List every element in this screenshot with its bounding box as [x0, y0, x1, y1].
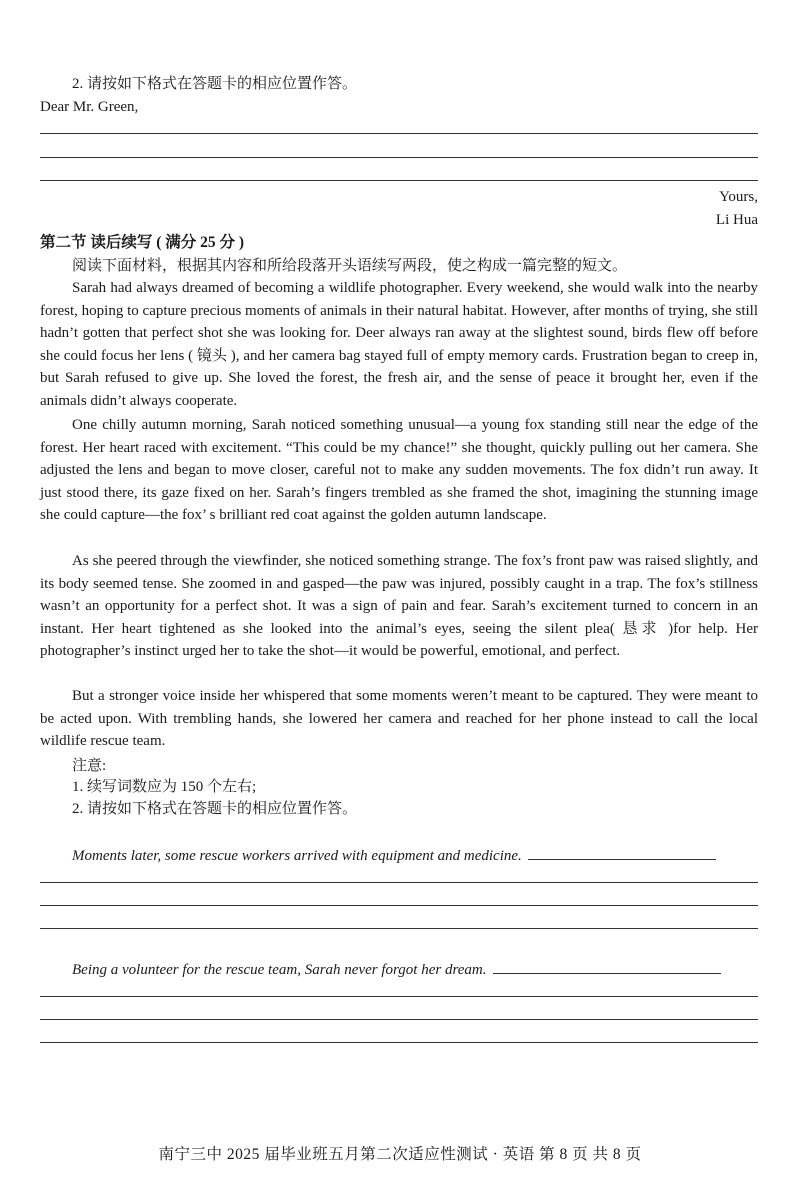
- prompt-text: Being a volunteer for the rescue team, Sarah never forgot her dream.: [72, 962, 487, 978]
- note-item: 1. 续写词数应为 150 个左右;: [72, 779, 257, 795]
- story-paragraph: As she peered through the viewfinder, she noticed something strange. The fox’s front paw was raised slightly, and its body seemed tense. She zoomed in and gasped—the paw was injured, possibly caught in a trap. The fox’s stillness wasn’t an opportunity for a perfect shot. It was a sign of pain and fear. Sarah’s excitement turned to concern in an instant. Her heart tightened as she looked into the animal’s eyes, seeing the silent plea( 恳求 )for help. Her photographer’s instinct urged her to take the shot—it would be powerful, emotional, and perfect.: [40, 553, 758, 660]
- note-title: 注意:: [72, 758, 107, 774]
- answer-line: [40, 157, 758, 158]
- answer-line: [40, 882, 758, 883]
- letter-greeting: Dear Mr. Green,: [40, 99, 139, 115]
- story-paragraph: Sarah had always dreamed of becoming a wildlife photographer. Every weekend, she would walk into the nearby forest, hoping to capture precious moments of animals in their natural habitat. However, after months of trying, she still hadn’t gotten that perfect shot she was looking for. Deer always ran away at the slightest sound, birds flew off before she could focus her lens ( 镜头 ), and her camera bag stayed full of empty memory cards. Frustration began to creep in, but Sarah refused to give up. She loved the forest, the fresh air, and the sense of peace it brought her, even if the animals didn’t always cooperate.: [40, 280, 758, 409]
- answer-line: [40, 928, 758, 929]
- answer-line: [40, 180, 758, 181]
- section-intro: 阅读下面材料，根据其内容和所给段落开头语续写两段，使之构成一篇完整的短文。: [72, 258, 628, 274]
- answer-line: [40, 1019, 758, 1020]
- letter-signature: Li Hua: [715, 212, 758, 228]
- letter-closing: Yours,: [719, 189, 758, 205]
- answer-line: [40, 905, 758, 906]
- story-paragraph: One chilly autumn morning, Sarah noticed something unusual—a young fox standing still near the edge of the forest. Her heart raced with excitement. “This could be my chance!” she thought, quickly pulling out her camera. She adjusted the lens and began to move closer, careful not to make any sudden movements. The fox didn’t run away. It just stood there, its gaze fixed on her. Sarah’s fingers trembled as she framed the shot, imagining the stunning image she could capture—the fox’ s brilliant red coat against the golden autumn landscape.: [40, 417, 758, 524]
- blank-line: [528, 845, 716, 860]
- answer-line: [40, 133, 758, 134]
- section-heading: 第二节 读后续写 ( 满分 25 分 ): [40, 234, 245, 251]
- answer-line: [40, 1042, 758, 1043]
- instruction-format: 2. 请按如下格式在答题卡的相应位置作答。: [72, 76, 358, 92]
- page-footer: 南宁三中 2025 届毕业班五月第二次适应性测试 · 英语 第 8 页 共 8 页: [158, 1146, 642, 1163]
- answer-line: [40, 996, 758, 997]
- prompt-text: Moments later, some rescue workers arrived with equipment and medicine.: [72, 848, 522, 864]
- continuation-prompt: [72, 845, 716, 866]
- blank-line: [493, 959, 721, 974]
- continuation-prompt: [72, 959, 721, 980]
- story-paragraph: But a stronger voice inside her whispered that some moments weren’t meant to be captured. They were meant to be acted upon. With trembling hands, she lowered her camera and reached for her phone instead to call the local wildlife rescue team.: [40, 688, 758, 750]
- note-item: 2. 请按如下格式在答题卡的相应位置作答。: [72, 801, 358, 817]
